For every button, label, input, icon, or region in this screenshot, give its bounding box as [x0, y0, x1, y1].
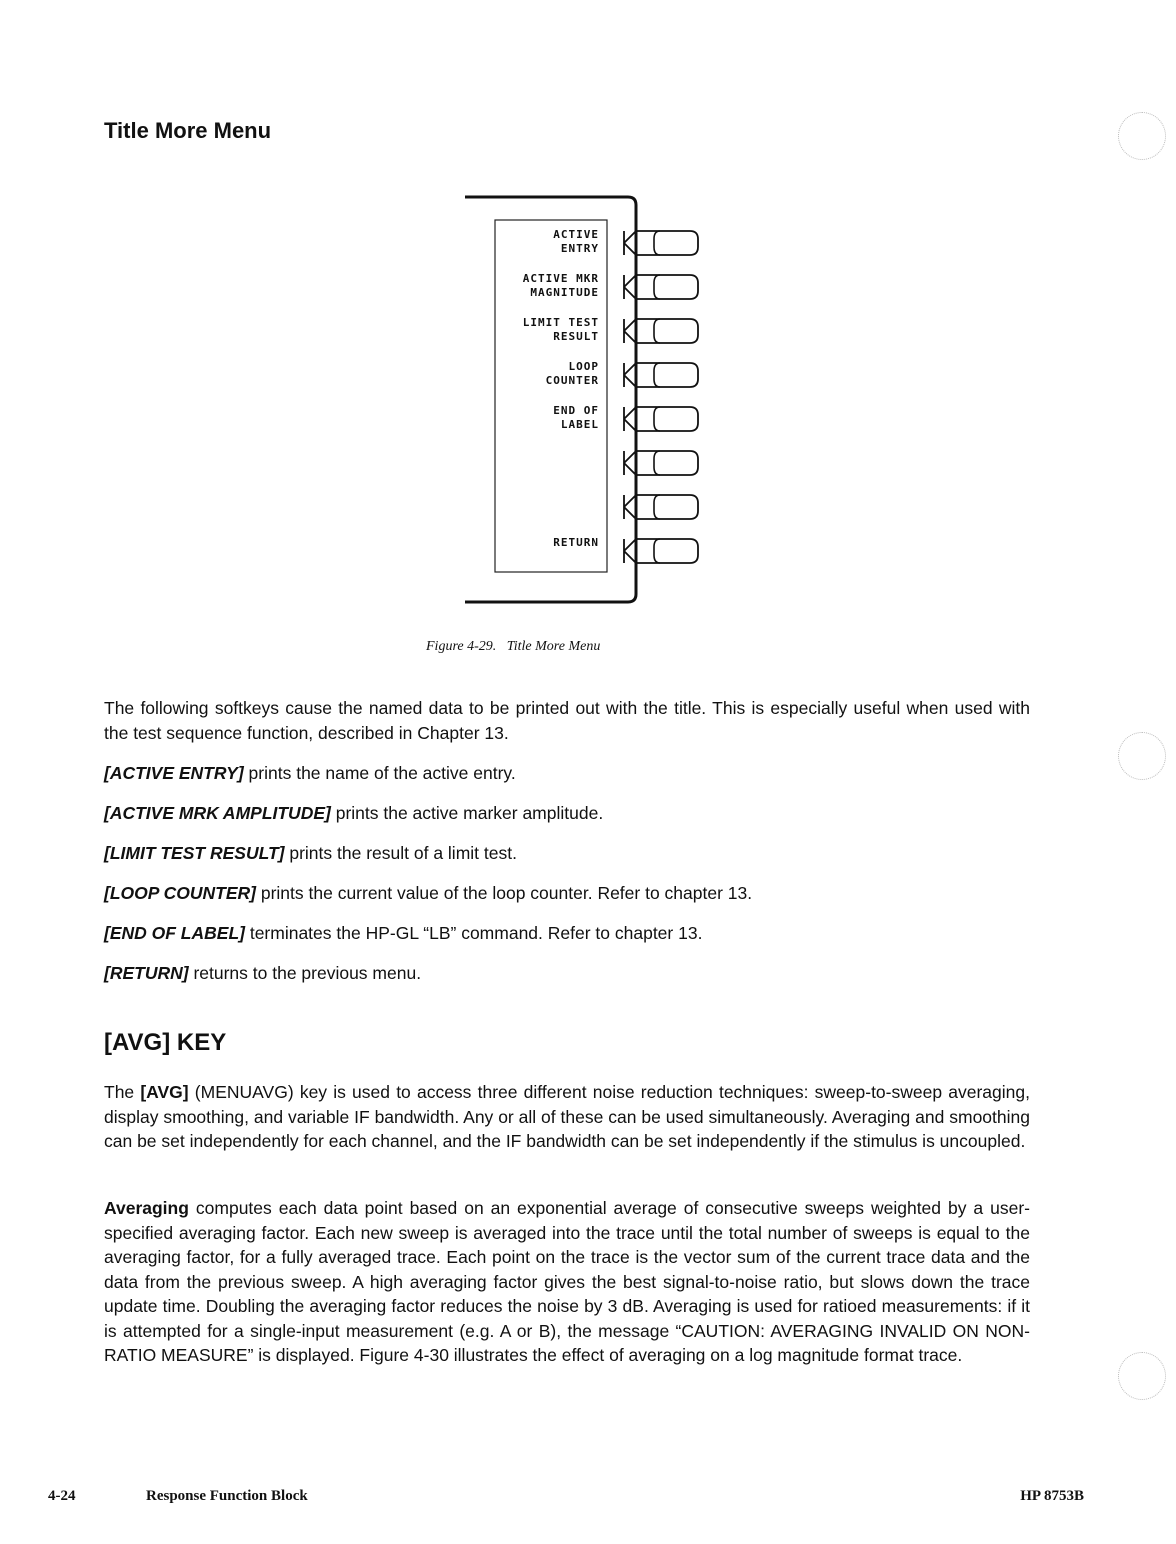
- softkey-description: [104, 961, 421, 985]
- softkey-description-text: prints the result of a limit test.: [284, 843, 517, 863]
- footer-section: Response Function Block: [146, 1488, 308, 1504]
- softkey-name: [ACTIVE MRK AMPLITUDE]: [104, 803, 331, 823]
- softkey-label-line1: END OF: [553, 404, 599, 417]
- softkey-button[interactable]: [620, 314, 710, 348]
- figure-number: Figure 4-29.: [426, 639, 497, 654]
- averaging-paragraph: [104, 1196, 1030, 1368]
- binder-hole: [1118, 1352, 1166, 1400]
- binder-hole: [1118, 732, 1166, 780]
- figure-caption: [426, 639, 600, 655]
- softkey-description-text: returns to the previous menu.: [188, 963, 422, 983]
- text: computes each data point based on an exponential average of consecutive sweeps weighted by a user-specified averaging factor. Each new sweep is averaged into the trace until the total number of sweeps is equal to the averaging factor, for a fully averaged trace. Each point on the trace is the vector sum of the current trace data and the data from the previous sweep. A high averaging factor gives the best signal-to-noise ratio, but slows down the trace update time. Doubling the averaging factor reduces the noise by 3 dB. Averaging is used for ratioed measurements: if it is attempted for a single-input measurement (e.g. A or B), the message “CAUTION: AVERAGING INVALID ON NON-RATIO MEASURE” is displayed. Figure 4-30 illustrates the effect of averaging on a log magnitude format trace.: [104, 1198, 1030, 1365]
- section-title: Title More Menu: [104, 118, 272, 143]
- softkey-label-line2: RESULT: [553, 330, 599, 343]
- softkey-label-line1: LIMIT TEST: [522, 316, 599, 329]
- softkey-label-line2: MAGNITUDE: [530, 286, 599, 299]
- text: The: [104, 1082, 141, 1102]
- softkey-label-line1: ACTIVE MKR: [522, 272, 599, 285]
- softkey-button[interactable]: [620, 534, 710, 568]
- softkey-description: [104, 801, 603, 825]
- softkey-label-line2: ENTRY: [560, 242, 599, 255]
- softkey-description: [104, 841, 517, 865]
- page-number: 4-24: [48, 1488, 76, 1504]
- softkey-description-text: terminates the HP-GL “LB” command. Refer to chapter 13.: [244, 923, 703, 943]
- softkey-description: [104, 881, 752, 905]
- softkey-button[interactable]: [620, 446, 710, 480]
- averaging-term: Averaging: [104, 1198, 189, 1218]
- softkey-label-line2: RETURN: [553, 536, 599, 549]
- binder-hole: [1118, 112, 1166, 160]
- footer-product: HP 8753B: [1020, 1488, 1084, 1504]
- softkey-label-line2: COUNTER: [545, 374, 599, 387]
- softkey-name: [LIMIT TEST RESULT]: [104, 843, 285, 863]
- softkey-label-line2: LABEL: [560, 418, 599, 431]
- softkey-description: [104, 921, 702, 945]
- softkey-button[interactable]: [620, 270, 710, 304]
- avg-key-label: [AVG]: [140, 1082, 189, 1102]
- softkey-name: [END OF LABEL]: [104, 923, 245, 943]
- softkey-description: [104, 761, 516, 785]
- softkey-button[interactable]: [620, 358, 710, 392]
- text: (MENUAVG) key is used to access three different noise reduction techniques: sweep-to-sweep averaging, display smoothing, and variable IF bandwidth. Any or all of these can be used simultaneously. Averaging and smoothing can be set independently for each channel, and the IF bandwidth can be set independently if the stimulus is uncoupled.: [104, 1082, 1030, 1151]
- softkey-name: [ACTIVE ENTRY]: [104, 763, 244, 783]
- softkey-name: [LOOP COUNTER]: [104, 883, 256, 903]
- avg-key-heading: [AVG] KEY: [104, 1029, 227, 1056]
- softkey-description-text: prints the name of the active entry.: [243, 763, 516, 783]
- softkey-name: [RETURN]: [104, 963, 189, 983]
- softkey-button[interactable]: [620, 402, 710, 436]
- intro-paragraph: The following softkeys cause the named data to be printed out with the title. This is especially useful when used with the test sequence function, described in Chapter 13.: [104, 698, 1030, 743]
- softkey-button[interactable]: [620, 490, 710, 524]
- softkey-label-line1: LOOP: [568, 360, 599, 373]
- softkey-menu-figure: [460, 190, 720, 610]
- figure-title: Title More Menu: [506, 639, 601, 654]
- softkey-button[interactable]: [620, 226, 710, 260]
- avg-paragraph: [104, 1080, 1030, 1154]
- softkey-description-text: prints the active marker amplitude.: [330, 803, 604, 823]
- softkey-description-text: prints the current value of the loop counter. Refer to chapter 13.: [255, 883, 753, 903]
- softkey-label-line1: ACTIVE: [553, 228, 599, 241]
